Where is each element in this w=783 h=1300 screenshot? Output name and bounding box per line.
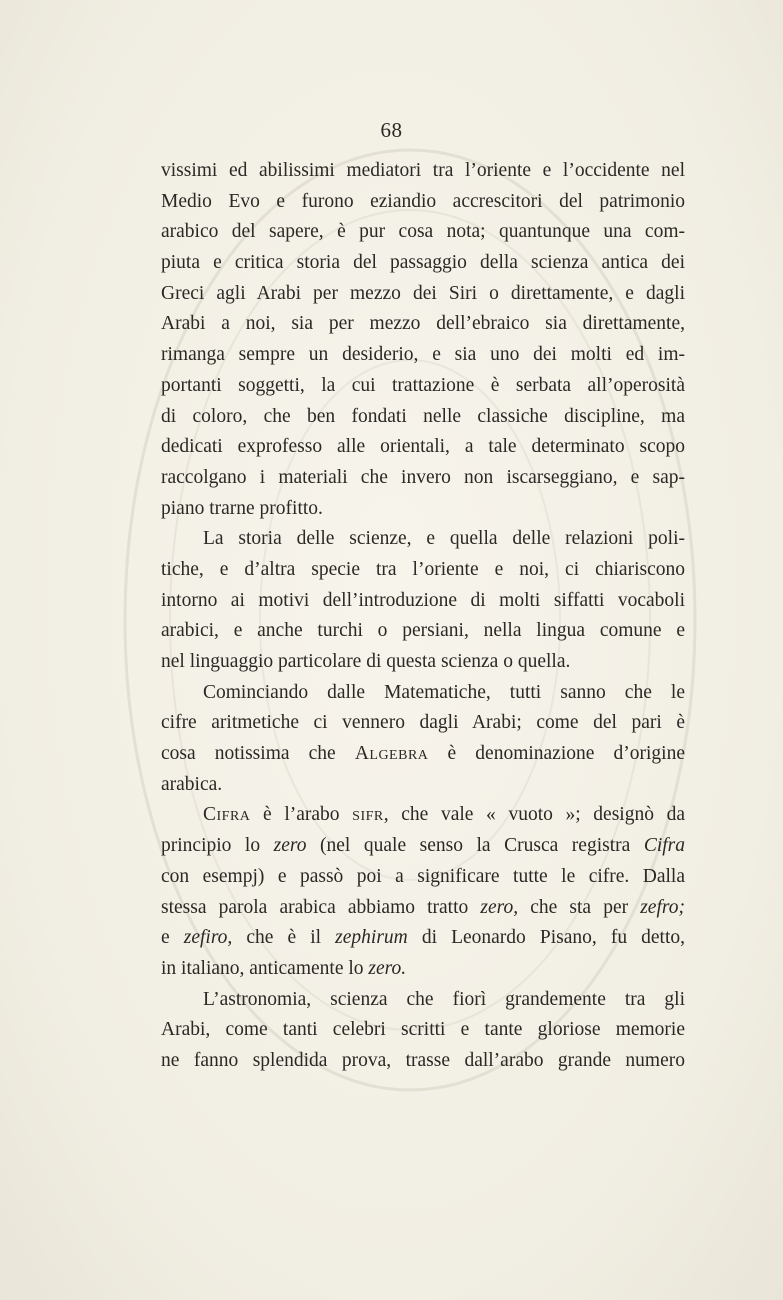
text-line: Cifra è l’arabo sifr, che vale « vuoto »; designò da — [203, 804, 685, 826]
text-line: L’astronomia, scienza che fiorì grandemente tra gli — [203, 988, 685, 1010]
text-line: rimanga sempre un desiderio, e sia uno dei molti ed im- — [161, 344, 685, 366]
text-line: Greci agli Arabi per mezzo dei Siri o direttamente, e dagli — [161, 282, 685, 304]
text-line: Arabi, come tanti celebri scritti e tante gloriose memorie — [161, 1019, 685, 1041]
text-line: vissimi ed abilissimi mediatori tra l’oriente e l’occidente nel — [161, 160, 685, 181]
text-line: cifre aritmetiche ci vennero dagli Arabi; come del pari è — [161, 712, 685, 734]
text-line: con esempj) e passò poi a significare tutte le cifre. Dalla — [161, 865, 685, 887]
text-line: stessa parola arabica abbiamo tratto zero, che sta per zefro; — [161, 896, 685, 918]
text-line: La storia delle scienze, e quella delle relazioni poli- — [203, 528, 685, 550]
text-line: e zefiro, che è il zephirum di Leonardo Pisano, fu detto, — [161, 927, 686, 949]
text-line: raccolgano i materiali che invero non iscarseggiano, e sap- — [161, 466, 685, 488]
page-number: 68 — [380, 118, 403, 142]
term-cifra: Cifra — [203, 804, 251, 826]
text-line: piuta e critica storia del passaggio della scienza antica dei — [161, 252, 685, 274]
text-line: intorno ai motivi dell’introduzione di molti siffatti vocaboli — [161, 589, 685, 611]
text-line: portanti soggetti, la cui trattazione è serbata all’operosità — [161, 374, 685, 396]
text-line: Arabi a noi, sia per mezzo dell’ebraico sia direttamente, — [161, 313, 685, 335]
text-line: in italiano, anticamente lo zero. — [161, 957, 407, 979]
text-line: ne fanno splendida prova, trasse dall’arabo grande numero — [161, 1049, 685, 1071]
text-line: Medio Evo e furono eziandio accrescitori del patrimonio — [161, 190, 685, 212]
term-sifr: sifr — [352, 804, 384, 826]
text-line: cosa notissima che Algebra è denominazione d’origine — [161, 743, 685, 765]
text-line: arabici, e anche turchi o persiani, nella lingua comune e — [161, 620, 685, 642]
body-text — [161, 156, 685, 1077]
text-line: tiche, e d’altra specie tra l’oriente e noi, ci chiariscono — [161, 558, 685, 580]
text-line: Cominciando dalle Matematiche, tutti sanno che le — [203, 681, 685, 703]
term-algebra: Algebra — [354, 743, 429, 765]
text-line: arabico del sapere, è pur cosa nota; quantunque una com- — [161, 221, 685, 243]
text-line: di coloro, che ben fondati nelle classiche discipline, ma — [161, 405, 685, 427]
text-line: principio lo zero (nel quale senso la Crusca registra Cifra — [161, 835, 685, 857]
text-line: dedicati exprofesso alle orientali, a tale determinato scopo — [161, 436, 685, 458]
text-line: piano trarne profitto. — [161, 497, 323, 519]
text-line: nel linguaggio particolare di questa scienza o quella. — [161, 651, 571, 672]
text-line: arabica. — [161, 773, 223, 795]
